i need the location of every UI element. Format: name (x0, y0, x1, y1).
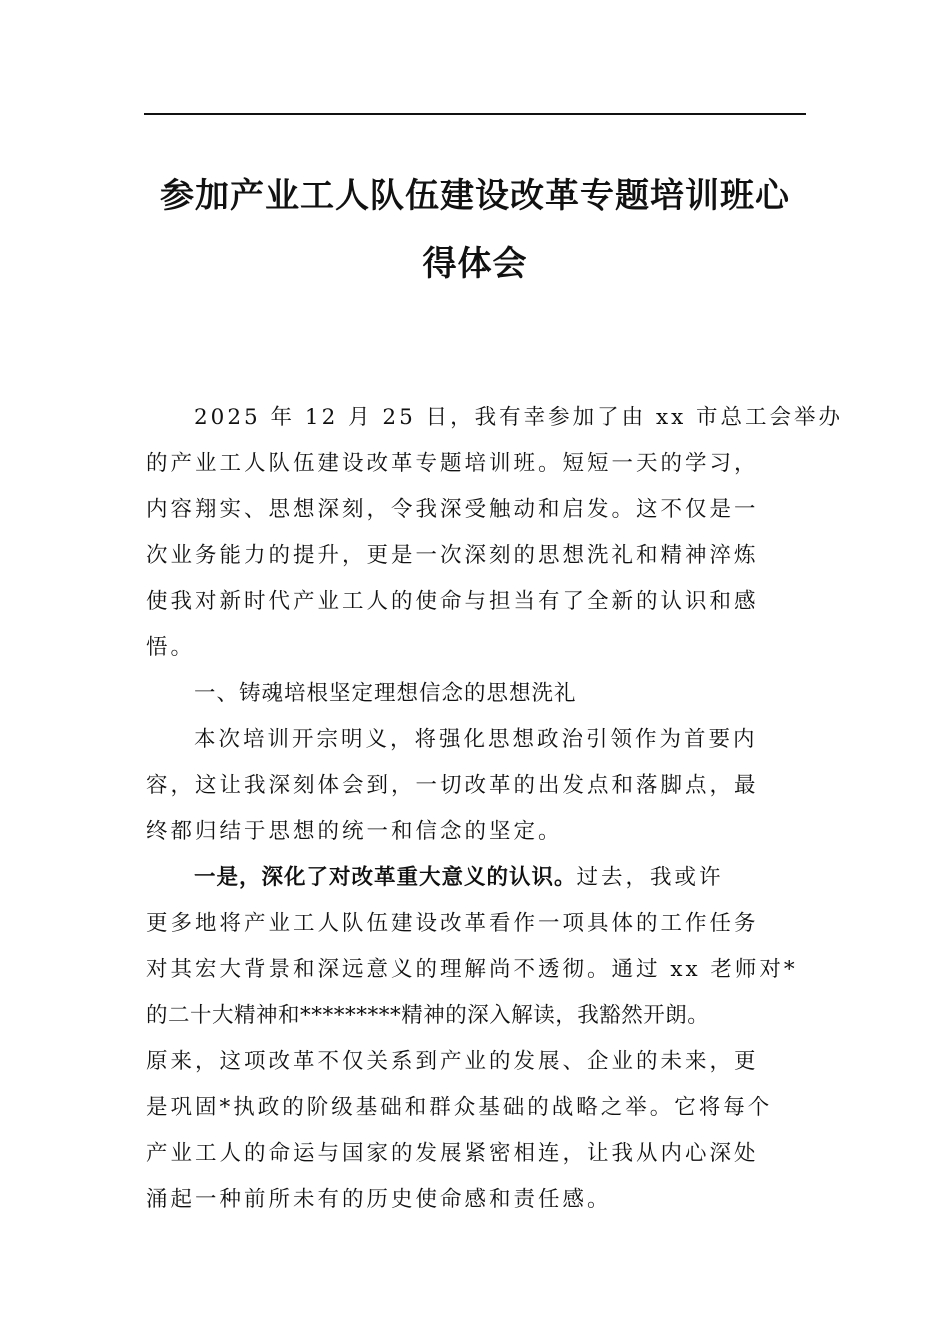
paragraph-line: 使我对新时代产业工人的使命与担当有了全新的认识和感 (146, 589, 759, 614)
paragraph-line (146, 855, 806, 901)
paragraph-line: 对其宏大背景和深远意义的理解尚不透彻。通过 xx 老师对* (146, 957, 798, 982)
title-line-2: 得体会 (422, 244, 528, 284)
document-body (146, 395, 844, 1223)
paragraph-line: 是巩固*执政的阶级基础和群众基础的战略之举。它将每个 (146, 1095, 773, 1120)
paragraph-line: 容，这让我深刻体会到，一切改革的出发点和落脚点，最 (146, 773, 759, 798)
title-line-1: 参加产业工人队伍建设改革专题培训班心 (160, 176, 790, 216)
paragraph-line: 的二十大精神和*********精神的深入解读，我豁然开朗。 (146, 1003, 710, 1028)
paragraph-line: 产业工人的命运与国家的发展紧密相连，让我从内心深处 (146, 1141, 759, 1166)
paragraph-line: 2025 年 12 月 25 日，我有幸参加了由 xx 市总工会举办 (194, 405, 844, 430)
section-heading-text: 一、铸魂培根坚定理想信念的思想洗礼 (194, 681, 577, 706)
paragraph-section1 (146, 717, 806, 855)
paragraph-line: 内容翔实、思想深刻，令我深受触动和启发。这不仅是一 (146, 497, 759, 522)
paragraph-line: 原来，这项改革不仅关系到产业的发展、企业的未来，更 (146, 1049, 759, 1074)
header-rule (144, 113, 806, 115)
lead-line-rest: 过去，我或许 (576, 865, 724, 890)
paragraph-line: 的产业工人队伍建设改革专题培训班。短短一天的学习， (146, 451, 759, 476)
bold-lead-text: 一是，深化了对改革重大意义的认识。 (194, 865, 577, 890)
paragraph-line: 终都归结于思想的统一和信念的坚定。 (146, 819, 563, 844)
paragraph-line: 涌起一种前所未有的历史使命感和责任感。 (146, 1187, 612, 1212)
paragraph-line: 次业务能力的提升，更是一次深刻的思想洗礼和精神淬炼 (146, 543, 759, 568)
paragraph-intro (146, 395, 844, 671)
document-title (144, 162, 806, 298)
section-heading (146, 671, 806, 717)
paragraph-point-one (146, 855, 806, 1223)
paragraph-line: 本次培训开宗明义，将强化思想政治引领作为首要内 (194, 727, 758, 752)
paragraph-line: 悟。 (146, 635, 196, 660)
paragraph-line: 更多地将产业工人队伍建设改革看作一项具体的工作任务 (146, 911, 759, 936)
